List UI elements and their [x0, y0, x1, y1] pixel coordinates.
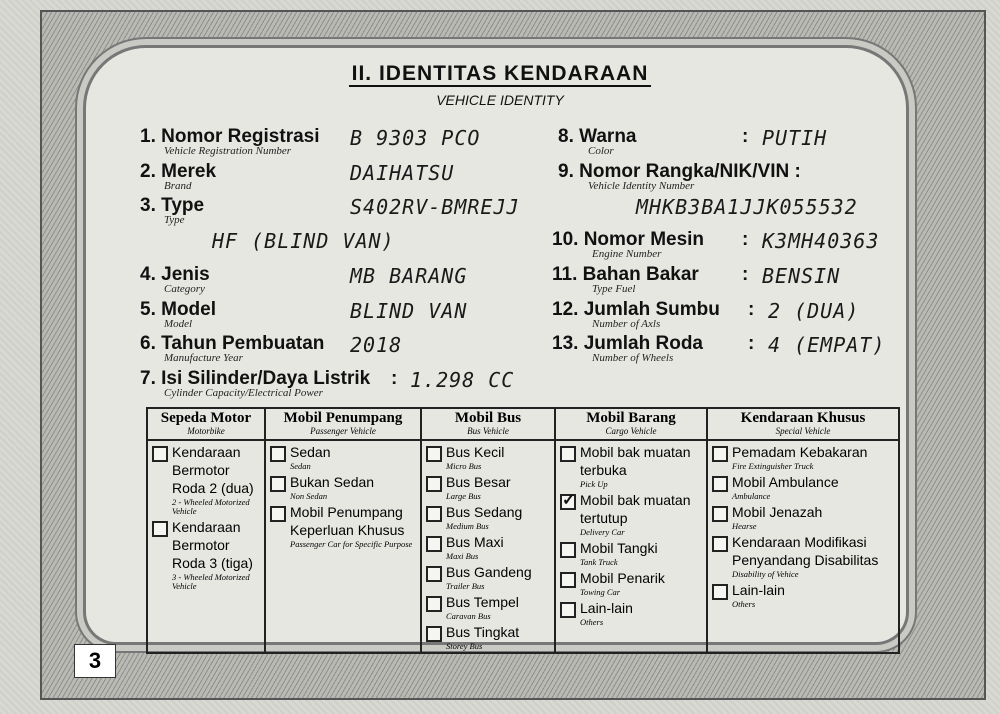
list-item: Bus Tingkat Storey Bus: [426, 624, 554, 651]
checkbox[interactable]: [712, 506, 728, 522]
header-passenger: Mobil Penumpang Passenger Vehicle: [265, 408, 421, 440]
list-item: Lain-lain Others: [560, 600, 706, 627]
checkbox[interactable]: [560, 542, 576, 558]
checkbox[interactable]: [270, 506, 286, 522]
checkbox[interactable]: [712, 476, 728, 492]
checkbox[interactable]: [270, 446, 286, 462]
field-label-cylinder: 7. Isi Silinder/Daya Listrik: [140, 368, 371, 389]
vehicle-category-table: [146, 407, 900, 654]
list-item: Mobil Penarik Towing Car: [560, 570, 706, 597]
field-value-type-line2: HF (BLIND VAN): [212, 229, 395, 253]
field-label-category: 4. Jenis: [140, 264, 210, 285]
list-item: Bus Sedang Medium Bus: [426, 504, 554, 531]
field-sublabel-year: Manufacture Year: [164, 352, 243, 364]
field-label-year: 6. Tahun Pembuatan: [140, 333, 325, 354]
field-value-type: S402RV-BMREJJ: [350, 195, 520, 219]
field-label-vin: 9. Nomor Rangka/NIK/VIN :: [558, 161, 801, 182]
list-item: Mobil bak muatan terbuka Pick Up: [560, 444, 706, 489]
field-value-brand: DAIHATSU: [350, 161, 455, 185]
list-item: Mobil Ambulance Ambulance: [712, 474, 898, 501]
header-motorbike: Sepeda Motor Motorbike: [147, 408, 265, 440]
field-colon-fuel: :: [742, 264, 749, 285]
field-value-engine: K3MH40363: [762, 229, 880, 253]
checkbox[interactable]: [712, 536, 728, 552]
field-value-fuel: BENSIN: [762, 264, 841, 288]
list-item: Mobil Penumpang Keperluan Khusus Passenger Car for Specific Purpose: [270, 504, 420, 549]
list-item: Bus Gandeng Trailer Bus: [426, 564, 554, 591]
checkbox[interactable]: [560, 446, 576, 462]
list-item: Mobil Jenazah Hearse: [712, 504, 898, 531]
checkbox[interactable]: [270, 476, 286, 492]
field-label-fuel: 11. Bahan Bakar: [552, 264, 699, 285]
list-item: Bus Tempel Caravan Bus: [426, 594, 554, 621]
field-value-registration: B 9303 PCO: [350, 126, 481, 150]
header-bus: Mobil Bus Bus Vehicle: [421, 408, 555, 440]
checkbox[interactable]: [426, 566, 442, 582]
section-subtitle: VEHICLE IDENTITY: [436, 92, 564, 108]
col-special: [707, 440, 899, 653]
list-item: Bukan Sedan Non Sedan: [270, 474, 420, 501]
field-label-brand: 2. Merek: [140, 161, 217, 182]
checkbox[interactable]: [426, 536, 442, 552]
checkbox[interactable]: [426, 506, 442, 522]
field-value-wheels: 4 (EMPAT): [768, 333, 886, 357]
header-cargo: Mobil Barang Cargo Vehicle: [555, 408, 707, 440]
list-item: Bus Kecil Micro Bus: [426, 444, 554, 471]
field-sublabel-cylinder: Cylinder Capacity/Electrical Power: [164, 387, 323, 399]
checkbox-checked[interactable]: [560, 494, 576, 510]
checkbox[interactable]: [560, 602, 576, 618]
col-bus: [421, 440, 555, 653]
list-item: ✓ Mobil bak muatan tertutup Delivery Car: [560, 492, 706, 537]
field-label-wheels: 13. Jumlah Roda: [552, 333, 703, 354]
field-value-color: PUTIH: [762, 126, 828, 150]
field-sublabel-type: Type: [164, 214, 185, 226]
list-item: Kendaraan Modifikasi Penyandang Disabilitas Disability of Vehice: [712, 534, 898, 579]
field-value-year: 2018: [350, 333, 403, 357]
field-label-registration: 1. Nomor Registrasi: [140, 126, 320, 147]
checkbox[interactable]: [560, 572, 576, 588]
field-sublabel-model: Model: [164, 318, 193, 330]
field-sublabel-engine: Engine Number: [592, 248, 662, 260]
col-cargo: [555, 440, 707, 653]
field-sublabel-axles: Number of Axls: [592, 318, 661, 330]
field-colon-cylinder: :: [391, 368, 398, 389]
checkbox[interactable]: [152, 446, 168, 462]
list-item: Pemadam Kebakaran Fire Extinguisher Truck: [712, 444, 898, 471]
list-item: Bus Maxi Maxi Bus: [426, 534, 554, 561]
list-item: Sedan Sedan: [270, 444, 420, 471]
field-value-axles: 2 (DUA): [768, 299, 860, 323]
field-sublabel-fuel: Type Fuel: [592, 283, 636, 295]
header-special: Kendaraan Khusus Special Vehicle: [707, 408, 899, 440]
field-value-category: MB BARANG: [350, 264, 468, 288]
checkbox[interactable]: [712, 446, 728, 462]
field-sublabel-registration: Vehicle Registration Number: [164, 145, 292, 157]
checkbox[interactable]: [152, 521, 168, 537]
field-label-model: 5. Model: [140, 299, 217, 320]
field-value-cylinder: 1.298 CC: [410, 368, 515, 392]
field-colon-color: :: [742, 126, 749, 147]
field-label-color: 8. Warna: [558, 126, 637, 147]
field-colon-engine: :: [742, 229, 749, 250]
checkbox[interactable]: [712, 584, 728, 600]
field-colon-wheels: :: [748, 333, 755, 354]
field-sublabel-vin: Vehicle Identity Number: [588, 180, 695, 192]
list-item: Mobil Tangki Tank Truck: [560, 540, 706, 567]
checkbox[interactable]: [426, 476, 442, 492]
page-number: 3: [74, 644, 116, 678]
field-colon-axles: :: [748, 299, 755, 320]
field-label-axles: 12. Jumlah Sumbu: [552, 299, 720, 320]
list-item: Kendaraan Bermotor Roda 3 (tiga) 3 - Wheeled Motorized Vehicle: [152, 519, 264, 591]
field-sublabel-color: Color: [588, 145, 614, 157]
list-item: Bus Besar Large Bus: [426, 474, 554, 501]
checkbox[interactable]: [426, 626, 442, 642]
field-value-vin: MHKB3BA1JJK055532: [636, 195, 858, 219]
checkbox[interactable]: [426, 446, 442, 462]
checkbox[interactable]: [426, 596, 442, 612]
field-value-model: BLIND VAN: [350, 299, 468, 323]
field-sublabel-category: Category: [164, 283, 205, 295]
field-sublabel-brand: Brand: [164, 180, 192, 192]
list-item: Lain-lain Others: [712, 582, 898, 609]
field-label-engine: 10. Nomor Mesin: [552, 229, 705, 250]
field-label-type: 3. Type: [140, 195, 205, 216]
section-title: II. IDENTITAS KENDARAAN: [0, 62, 1000, 86]
list-item: Kendaraan Bermotor Roda 2 (dua) 2 - Wheeled Motorized Vehicle: [152, 444, 264, 516]
col-motorbike: [147, 440, 265, 653]
col-passenger: [265, 440, 421, 653]
field-sublabel-wheels: Number of Wheels: [592, 352, 674, 364]
